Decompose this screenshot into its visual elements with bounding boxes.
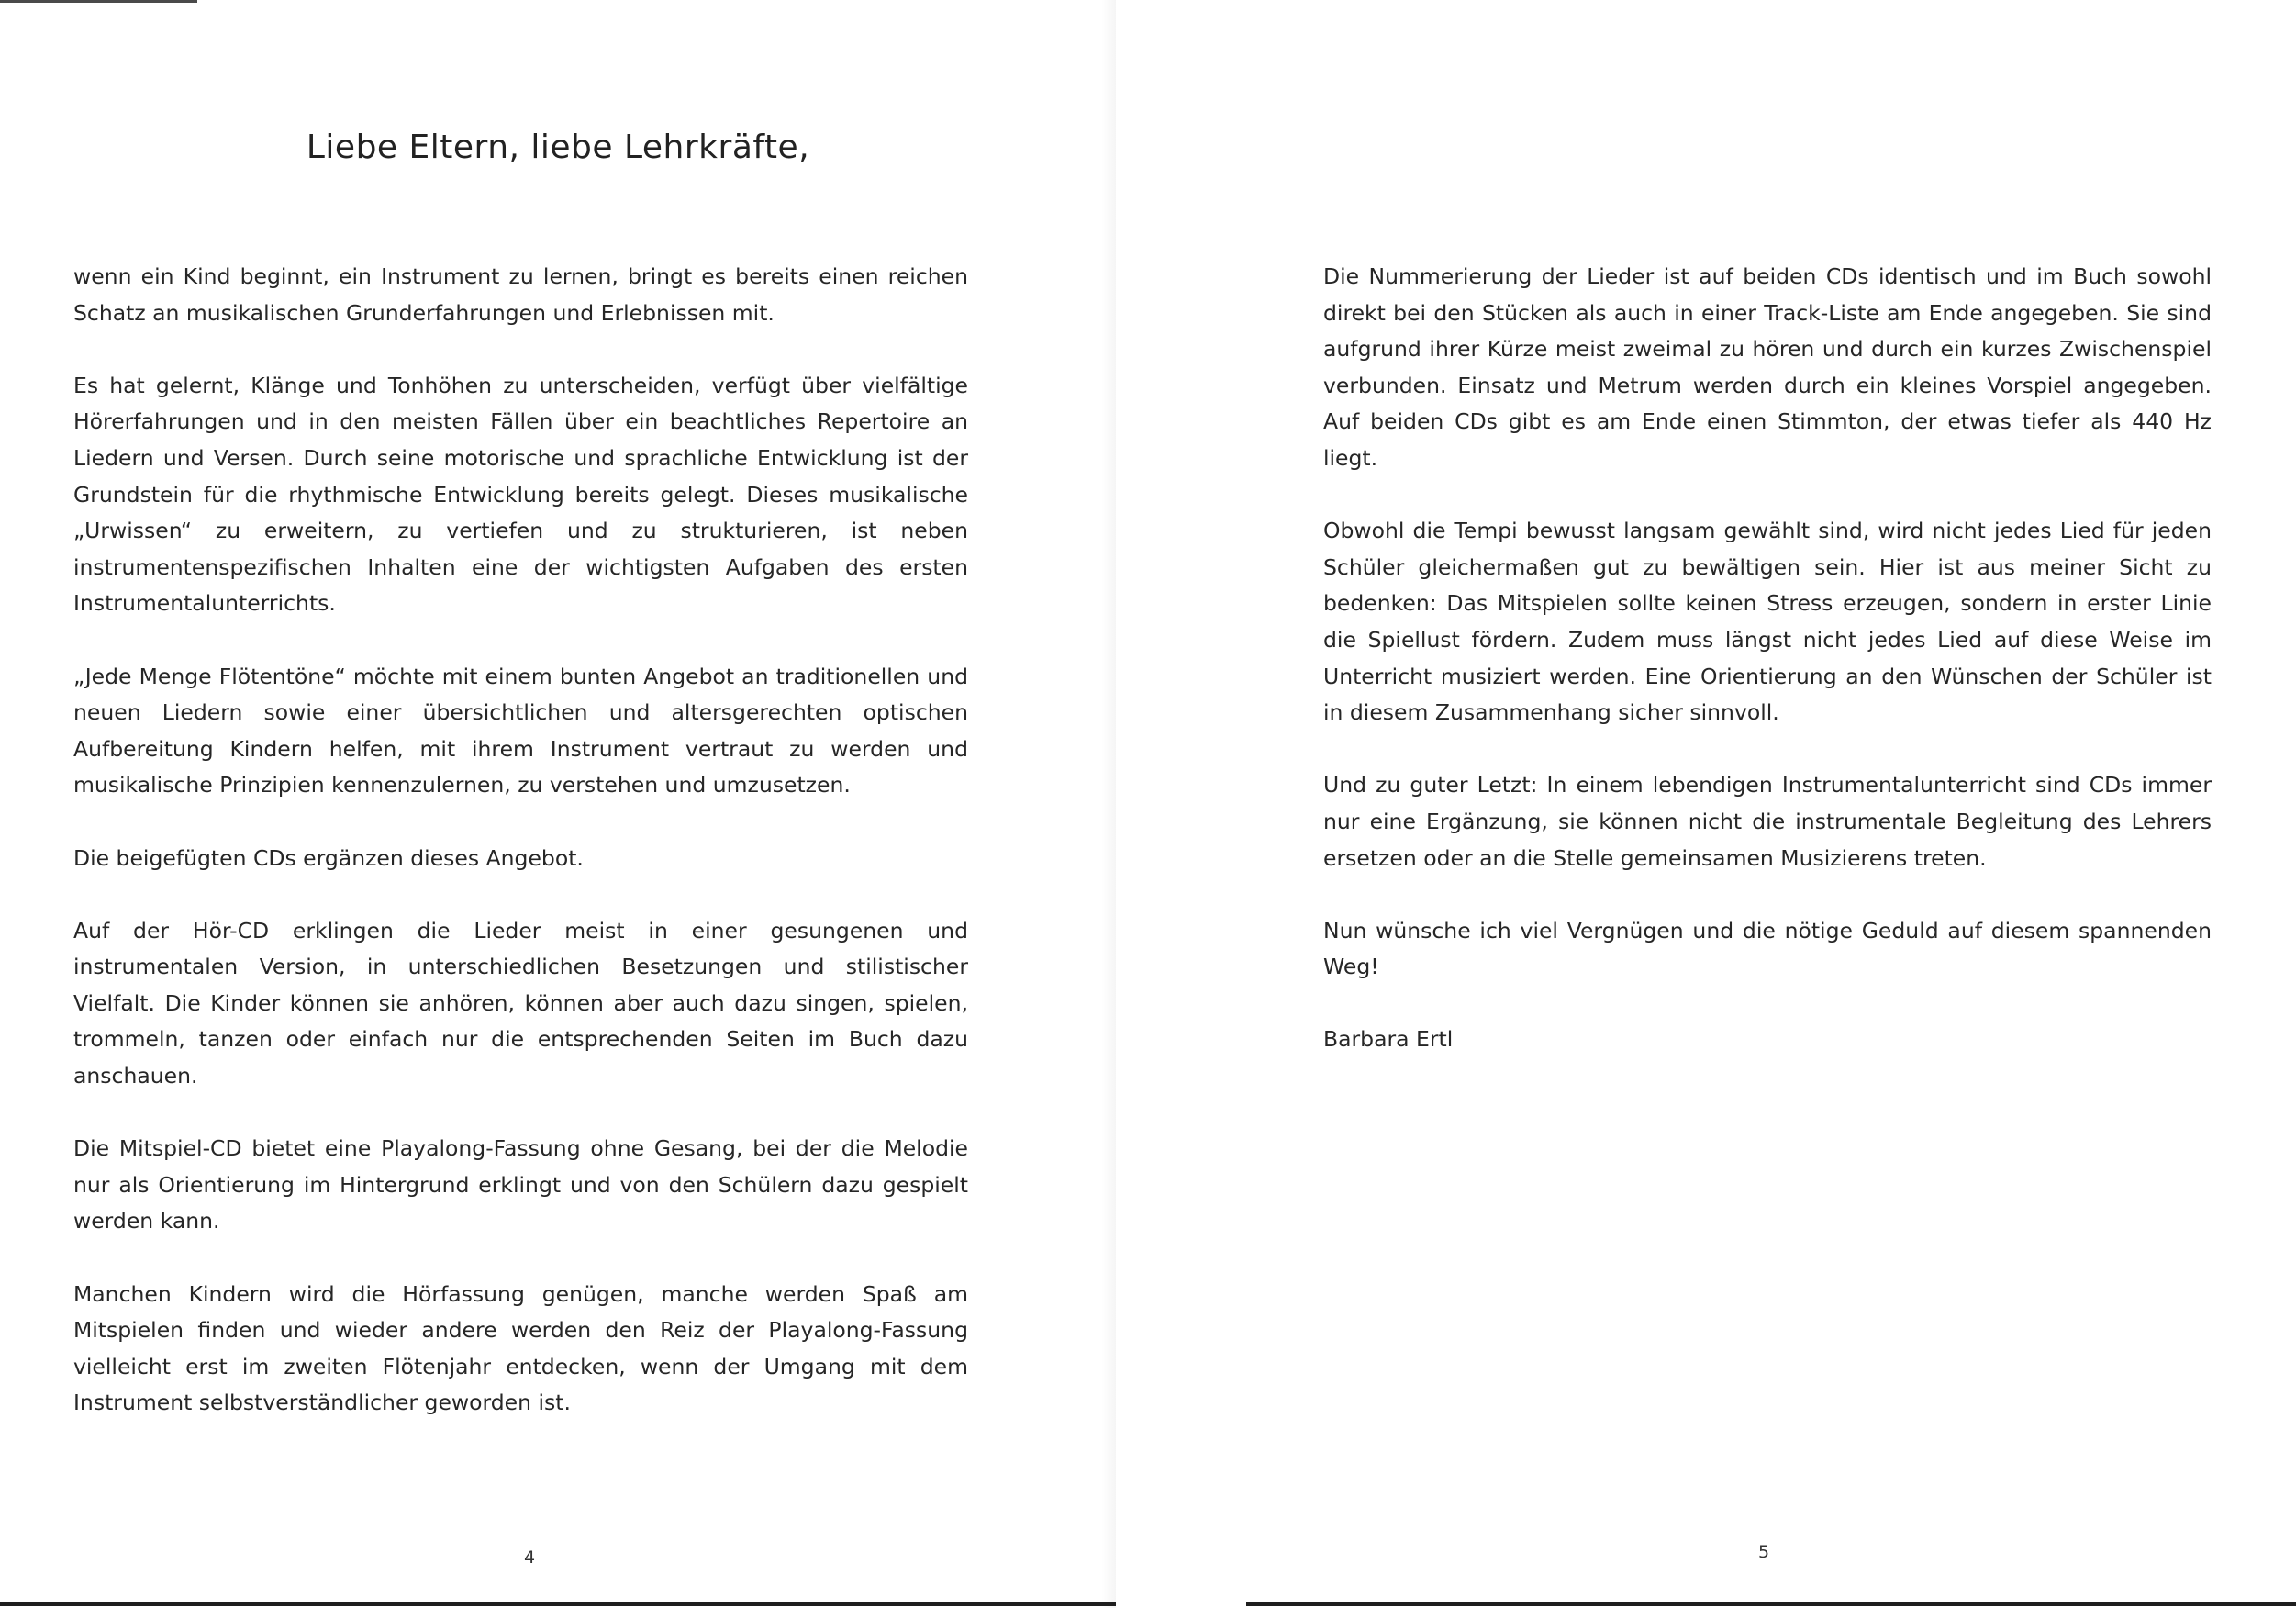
paragraph: wenn ein Kind beginnt, ein Instrument zu lernen, bringt es bereits einen reichen Schatz an musikalischen Grunderfahrungen und Erlebnissen mit. bbox=[73, 263, 968, 326]
paragraph: Es hat gelernt, Klänge und Tonhöhen zu unterscheiden, verfügt über vielfältige Hörerfahrungen und in den meisten Fällen über ein beachtliches Repertoire an Liedern und Versen. Durch seine motorische und sprachliche Entwicklung ist der Grundstein für die rhythmische Entwicklung bereits gelegt. Dieses musikalische „Urwissen“ zu erweitern, zu vertiefen und zu strukturieren, ist neben instrumentenspezifischen Inhalten eine der wichtigsten Aufgaben des ersten Instrumentalunterrichts. bbox=[73, 372, 968, 617]
signature: Barbara Ertl bbox=[1323, 1026, 1454, 1053]
paragraph: Die Nummerierung der Lieder ist auf beiden CDs identisch und im Buch sowohl direkt bei den Stücken als auch in einer Track-Liste am Ende angegeben. Sie sind aufgrund ihrer Kürze meist zweimal zu hören und durch ein kurzes Zwischenspiel verbunden. Einsatz und Metrum werden durch ein kleines Vorspiel angegeben. Auf beiden CDs gibt es am Ende einen Stimmton, der etwas tiefer als 440 Hz liegt. bbox=[1323, 263, 2212, 471]
bottom-rule-right bbox=[1246, 1602, 2296, 1606]
right-page-body bbox=[1323, 259, 2212, 1095]
paragraph: Nun wünsche ich viel Vergnügen und die nötige Geduld auf diesem spannenden Weg! bbox=[1323, 917, 2212, 980]
page-number-right: 5 bbox=[1758, 1542, 1770, 1562]
paragraph: Auf der Hör-CD erklingen die Lieder meist in einer gesungenen und instrumentalen Version, in unterschiedlichen Besetzungen und stilistischer Vielfalt. Die Kinder können sie anhören, können aber auch dazu singen, spielen, trommeln, tanzen oder einfach nur die entsprechenden Seiten im Buch dazu anschauen. bbox=[73, 917, 968, 1089]
page-number-left: 4 bbox=[524, 1547, 536, 1568]
paragraph: „Jede Menge Flötentöne“ möchte mit einem bunten Angebot an traditionellen und neuen Liedern sowie einer übersichtlichen und altersgerechten optischen Aufbereitung Kindern helfen, mit ihrem Instrument vertraut zu werden und musikalische Prinzipien kennenzulernen, zu verstehen und umzusetzen. bbox=[73, 663, 968, 798]
letter-heading: Liebe Eltern, liebe Lehrkräfte, bbox=[306, 128, 810, 166]
left-page-body bbox=[73, 259, 968, 1458]
paragraph: Die Mitspiel-CD bietet eine Playalong-Fassung ohne Gesang, bei der die Melodie nur als Orientierung im Hintergrund erklingt und von den Schülern dazu gespielt werden kann. bbox=[73, 1135, 968, 1234]
left-page bbox=[0, 0, 1116, 1608]
paragraph: Obwohl die Tempi bewusst langsam gewählt sind, wird nicht jedes Lied für jeden Schüler gleichermaßen gut zu bewältigen sein. Hier ist aus meiner Sicht zu bedenken: Das Mitspielen sollte keinen Stress erzeugen, sondern in erster Linie die Spiellust fördern. Zudem muss längst nicht jedes Lied auf diese Weise im Unterricht musiziert werden. Eine Orientierung an den Wünschen der Schüler ist in diesem Zusammenhang sicher sinnvoll. bbox=[1323, 518, 2212, 726]
paragraph: Die beigefügten CDs ergänzen dieses Angebot. bbox=[73, 844, 584, 871]
paragraph: Und zu guter Letzt: In einem lebendigen Instrumentalunterricht sind CDs immer nur eine Ergänzung, sie können nicht die instrumentale Begleitung des Lehrers ersetzen oder an die Stelle gemeinsamen Musizierens treten. bbox=[1323, 772, 2212, 871]
paragraph: Manchen Kindern wird die Hörfassung genügen, manche werden Spaß am Mitspielen finden und wieder andere werden den Reiz der Playalong-Fassung vielleicht erst im zweiten Flötenjahr entdecken, wenn der Umgang mit dem Instrument selbstverständlicher geworden ist. bbox=[73, 1280, 968, 1416]
top-rule bbox=[0, 0, 197, 3]
bottom-rule-left bbox=[0, 1602, 1116, 1606]
